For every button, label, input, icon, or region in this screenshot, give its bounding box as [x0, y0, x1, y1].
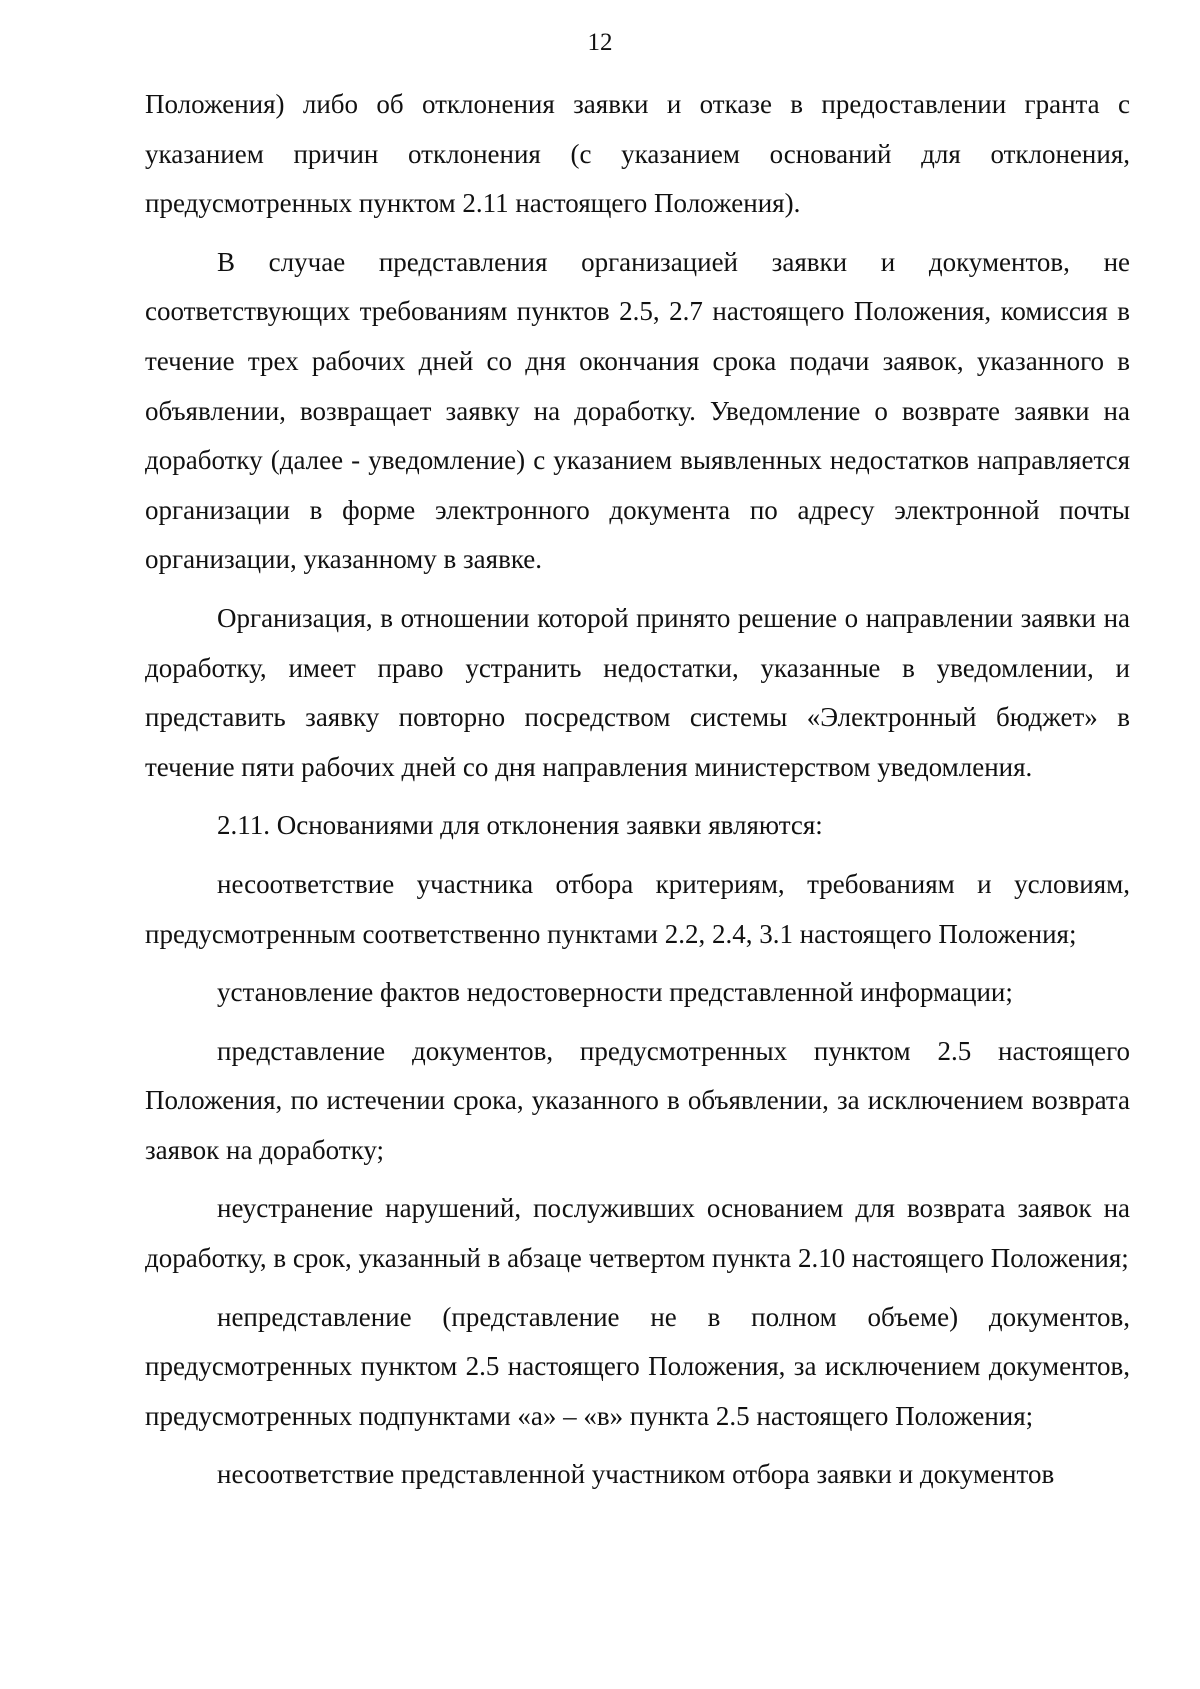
rejection-ground-uncorrected-violations: неустранение нарушений, послуживших основанием для возврата заявок на доработку, в срок, указанный в абзаце четвертом пункта 2.10 настоящего Положения;	[145, 1193, 1130, 1274]
rejection-ground-nonconformity: несоответствие представленной участником отбора заявки и документов	[217, 1459, 1055, 1490]
rejection-ground-criteria: несоответствие участника отбора критериям, требованиям и условиям, предусмотренным соответственно пунктами 2.2, 2.4, 3.1 настоящего Положения;	[145, 868, 1130, 949]
page-number: 12	[587, 29, 613, 56]
rejection-ground-incomplete-documents: непредставление (представление не в полном объеме) документов, предусмотренных пунктом 2.5 настоящего Положения, за исключением документов, предусмотренных подпунктами «а» – «в» пункта 2.5 настоящего Положения;	[145, 1301, 1130, 1431]
document-body	[145, 80, 1130, 1500]
rejection-ground-late-documents: представление документов, предусмотренных пунктом 2.5 настоящего Положения, по истечении срока, указанного в объявлении, за исключением возврата заявок на доработку;	[145, 1035, 1130, 1165]
section-heading-2-11: 2.11. Основаниями для отклонения заявки являются:	[217, 810, 823, 841]
paragraph-resubmission-right: Организация, в отношении которой принято решение о направлении заявки на доработку, имеет право устранить недостатки, указанные в уведомлении, и представить заявку повторно посредством системы «Электронный бюджет» в течение пяти рабочих дней со дня направления министерством уведомления.	[145, 602, 1130, 782]
paragraph-continuation: Положения) либо об отклонения заявки и отказе в предоставлении гранта с указанием причин отклонения (с указанием оснований для отклонения, предусмотренных пунктом 2.11 настоящего Положения).	[145, 89, 1130, 219]
rejection-ground-false-information: установление фактов недостоверности представленной информации;	[217, 977, 1013, 1008]
paragraph-return-for-revision: В случае представления организацией заявки и документов, не соответствующих требованиям пунктов 2.5, 2.7 настоящего Положения, комиссия в течение трех рабочих дней со дня окончания срока подачи заявок, указанного в объявлении, возвращает заявку на доработку. Уведомление о возврате заявки на доработку (далее - уведомление) с указанием выявленных недостатков направляется организации в форме электронного документа по адресу электронной почты организации, указанному в заявке.	[145, 246, 1130, 575]
